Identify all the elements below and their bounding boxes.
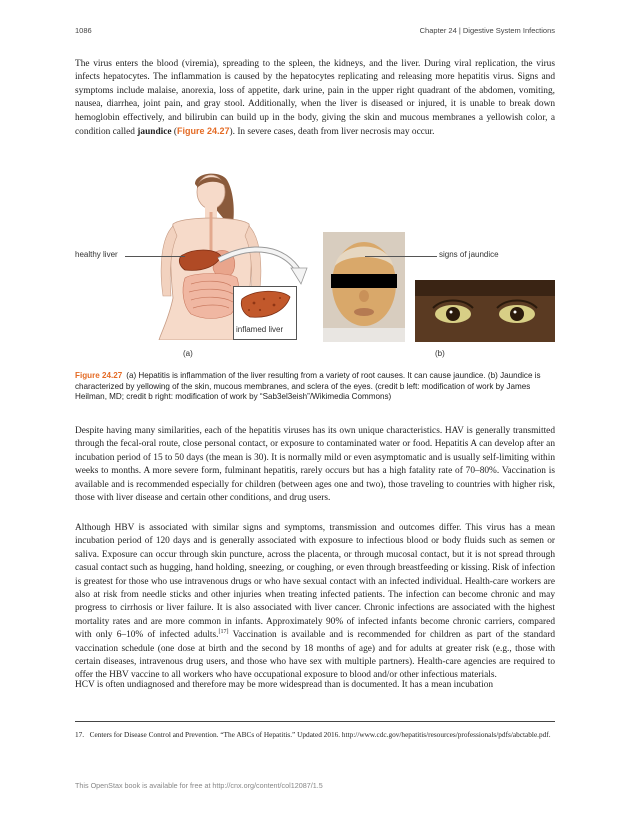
paragraph-hcv: HCV is often undiagnosed and therefore may be more widespread than is documented. It has a mean incubation	[75, 680, 494, 690]
panel-b-label: (b)	[435, 349, 445, 358]
footnote-number: 17.	[75, 730, 85, 739]
healthy-liver-leader	[125, 256, 185, 257]
figure-caption	[75, 371, 555, 403]
inflamed-liver-box	[233, 286, 297, 340]
figure-24-27	[75, 168, 555, 363]
page-header	[75, 26, 555, 40]
jaundice-face-photo	[323, 232, 405, 342]
footnote-divider	[75, 721, 555, 722]
footnote-text: Centers for Disease Control and Prevention. “The ABCs of Hepatitis.” Updated 2016. http://www.cdc.gov/hepatitis/resources/professionals/pdfs/abctable.pdf.	[89, 730, 551, 739]
footnote-marker[interactable]: [17]	[218, 629, 229, 636]
paragraph-hbv: Although HBV is associated with similar signs and symptoms, transmission and outcomes differ. This virus has a mean incubation period of 120 days and is generally associated with exposure to infectious blood or body fluids such as semen or saliva. Exposure can occur through skin puncture, across the placenta, or through mucosal contact, but it is not spread through casual contact such as hugging, hand holding, sneezing, or coughing, or even through breastfeeding or kissing. Risk of infection is greatest for those who use intravenous drugs or who have sexual contact with an infected individual. Health-care workers are also at risk from needle sticks and other injuries when treating infected patients. The infection can become chronic and may progress to cirrhosis or liver failure. It is also associated with liver cancer. Chronic infections are associated with the highest mortality rates and are more common in infants. Approximately 90% of infected infants become chronic carriers, compared with only 6–10% of infected adults.[17] Vaccination is available and is recommended for children as part of the standard vaccination schedule (one dose at birth and the second by 18 months of age) and for adults at greater risk (e.g., those with certain diseases, intravenous drug users, and those who have sex with multiple partners). Health-care agencies are required to offer the HBV vaccine to all workers who have occupational exposure to blood and/or other infectious materials.	[75, 523, 556, 681]
label-inflamed-liver: inflamed liver	[236, 325, 284, 334]
panel-a-label: (a)	[183, 349, 193, 358]
label-signs-of-jaundice: signs of jaundice	[439, 250, 499, 259]
page-footer: This OpenStax book is available for free at http://cnx.org/content/col12087/1.5	[75, 781, 323, 790]
caption-text: (a) Hepatitis is inflammation of the liver resulting from a variety of root causes. It can cause jaundice. (b) Jaundice is characterized by yellowing of the skin, mucous membranes, and sclera of the eyes. (credit b left: modification of work by James Heilman, MD; credit b right: modification of work by “Sab3el3eish”/Wikimedia Commons)	[75, 371, 541, 401]
chapter-title: Chapter 24 | Digestive System Infections	[419, 26, 555, 35]
jaundice-eyes-photo	[415, 280, 555, 342]
footnote-17	[75, 729, 555, 741]
label-healthy-liver: healthy liver	[75, 250, 118, 259]
paragraph-viremia: The virus enters the blood (viremia), spreading to the spleen, the kidneys, and the liver. During viral replication, the virus infects hepatocytes. The inflammation is caused by the hepatocytes replicating and releasing more hepatitis virus. Signs and symptoms include malaise, anorexia, loss of appetite, dark urine, pain in the upper right quadrant of the abdomen, vomiting, nausea, diarrhea, joint pain, and gray stool. Additionally, when the liver is diseased or injured, it is unable to break down hemoglobin effectively, and bilirubin can build up in the body, giving the skin and mucous membranes a yellowish color, a condition called jaundice (Figure 24.27). In severe cases, death from liver necrosis may occur.	[75, 59, 555, 138]
paragraph-hav: Despite having many similarities, each of the hepatitis viruses has its own unique characteristics. HAV is generally transmitted through the fecal-oral route, close personal contact, or exposure to contaminated water or food. Hepatitis A can develop after an incubation period of 15 to 50 days (the mean is 30). It is normally mild or even asymptomatic and is usually self-limiting within weeks to months. A more severe form, fulminant hepatitis, rarely occurs but has a high fatality rate of 70–80%. Vaccination is available and is recommended especially for children (between ages one and two), those traveling to countries with higher risk, those with liver disease and certain other conditions, and drug users.	[75, 426, 555, 504]
figure-link[interactable]: Figure 24.27	[177, 126, 230, 137]
inflamed-liver-icon	[234, 287, 296, 325]
jaundice-leader	[365, 256, 437, 257]
page-number: 1086	[75, 26, 92, 35]
caption-figure-number: Figure 24.27	[75, 371, 123, 380]
term-jaundice: jaundice	[137, 127, 172, 138]
